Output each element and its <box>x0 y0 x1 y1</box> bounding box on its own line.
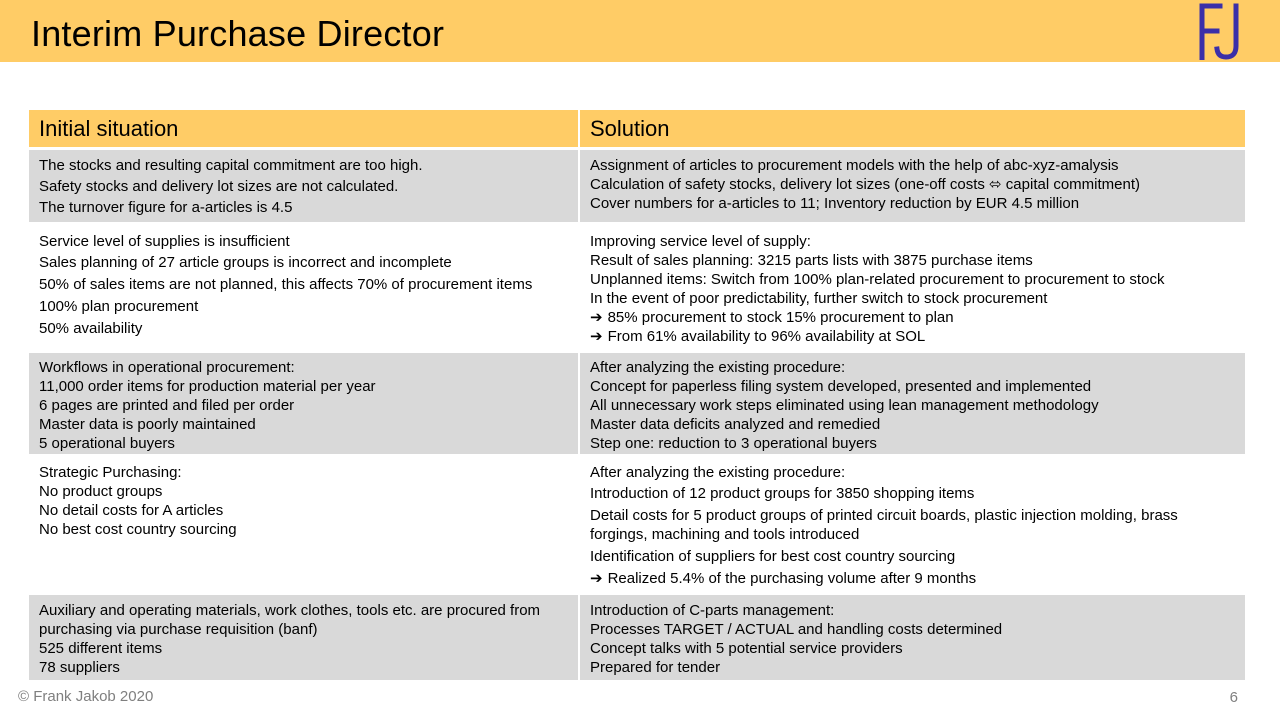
cell-line: Introduction of C-parts management: <box>590 602 835 619</box>
table-row <box>29 352 1245 456</box>
cell-initial <box>29 456 579 594</box>
cell-line: Result of sales planning: 3215 parts lists with 3875 purchase items <box>590 252 1033 269</box>
cell-line: 100% plan procurement <box>39 298 199 315</box>
cell-line: Sales planning of 27 article groups is incorrect and incomplete <box>39 254 452 271</box>
header-initial-situation: Initial situation <box>29 110 579 149</box>
cell-line: No best cost country sourcing <box>39 521 237 538</box>
cell-line: Safety stocks and delivery lot sizes are not calculated. <box>39 178 399 195</box>
cell-line: Master data is poorly maintained <box>39 416 256 433</box>
cell-line: Calculation of safety stocks, delivery lot sizes (one-off costs ⬄ capital commitment) <box>590 176 1140 193</box>
cell-line <box>590 308 1235 327</box>
table-row <box>29 224 1245 352</box>
right-arrow-icon: ➔ <box>590 328 603 345</box>
table-row <box>29 594 1245 682</box>
cell-line: Strategic Purchasing: <box>39 464 182 481</box>
cell-line: Step one: reduction to 3 operational buyers <box>590 435 877 452</box>
right-arrow-icon: ➔ <box>590 309 603 326</box>
cell-initial <box>29 352 579 456</box>
comparison-table <box>29 110 1245 683</box>
title-bar <box>0 0 1280 62</box>
cell-line: The turnover figure for a-articles is 4.5 <box>39 199 293 216</box>
cell-line: Cover numbers for a-articles to 11; Inventory reduction by EUR 4.5 million <box>590 195 1080 212</box>
cell-solution <box>579 224 1245 352</box>
cell-line: No detail costs for A articles <box>39 502 224 519</box>
cell-line: 5 operational buyers <box>39 435 175 452</box>
cell-initial <box>29 149 579 224</box>
cell-initial <box>29 224 579 352</box>
cell-line: 6 pages are printed and filed per order <box>39 397 295 414</box>
cell-line: 78 suppliers <box>39 659 120 676</box>
cell-line: Assignment of articles to procurement models with the help of abc-xyz-amalysis <box>590 157 1119 174</box>
cell-line: Concept talks with 5 potential service providers <box>590 640 903 657</box>
cell-solution <box>579 352 1245 456</box>
cell-line-text: 85% procurement to stock 15% procurement to plan <box>607 309 954 326</box>
cell-line: No product groups <box>39 483 163 500</box>
cell-line-text: From 61% availability to 96% availability at SOL <box>607 328 926 345</box>
cell-solution <box>579 456 1245 594</box>
cell-line: 525 different items <box>39 640 163 657</box>
cell-line: In the event of poor predictability, further switch to stock procurement <box>590 290 1048 307</box>
cell-line: Workflows in operational procurement: <box>39 359 295 376</box>
cell-line: Detail costs for 5 product groups of printed circuit boards, plastic injection molding, brass forgings, machining and tools introduced <box>590 507 1178 543</box>
cell-line: 50% of sales items are not planned, this affects 70% of procurement items <box>39 276 533 293</box>
cell-line: Identification of suppliers for best cost country sourcing <box>590 548 956 565</box>
cell-line: Concept for paperless filing system developed, presented and implemented <box>590 378 1092 395</box>
cell-line: Unplanned items: Switch from 100% plan-related procurement to procurement to stock <box>590 271 1165 288</box>
cell-line: Improving service level of supply: <box>590 233 811 250</box>
cell-initial <box>29 594 579 682</box>
cell-solution <box>579 594 1245 682</box>
cell-line: After analyzing the existing procedure: <box>590 359 846 376</box>
page-title: Interim Purchase Director <box>31 13 445 54</box>
cell-solution <box>579 149 1245 224</box>
cell-line-text: Realized 5.4% of the purchasing volume after 9 months <box>607 570 977 587</box>
cell-line: After analyzing the existing procedure: <box>590 464 846 481</box>
cell-line <box>590 569 1235 588</box>
cell-line: Prepared for tender <box>590 659 721 676</box>
cell-line: Auxiliary and operating materials, work clothes, tools etc. are procured from purchasing via purchase requisition (banf) <box>39 602 541 638</box>
copyright-text: © Frank Jakob 2020 <box>18 688 154 705</box>
fj-logo <box>1196 2 1246 60</box>
cell-line: Introduction of 12 product groups for 3850 shopping items <box>590 485 975 502</box>
cell-line: 50% availability <box>39 320 143 337</box>
table-row <box>29 456 1245 594</box>
cell-line: The stocks and resulting capital commitment are too high. <box>39 157 423 174</box>
cell-line: Processes TARGET / ACTUAL and handling costs determined <box>590 621 1003 638</box>
cell-line: All unnecessary work steps eliminated using lean management methodology <box>590 397 1099 414</box>
table-header-row <box>29 110 1245 149</box>
cell-line: Service level of supplies is insufficient <box>39 233 290 250</box>
cell-line: 11,000 order items for production material per year <box>39 378 376 395</box>
cell-line: Master data deficits analyzed and remedied <box>590 416 881 433</box>
page-number: 6 <box>1229 689 1238 706</box>
header-solution: Solution <box>579 110 1245 149</box>
cell-line <box>590 327 1235 346</box>
table-row <box>29 149 1245 224</box>
right-arrow-icon: ➔ <box>590 570 603 587</box>
